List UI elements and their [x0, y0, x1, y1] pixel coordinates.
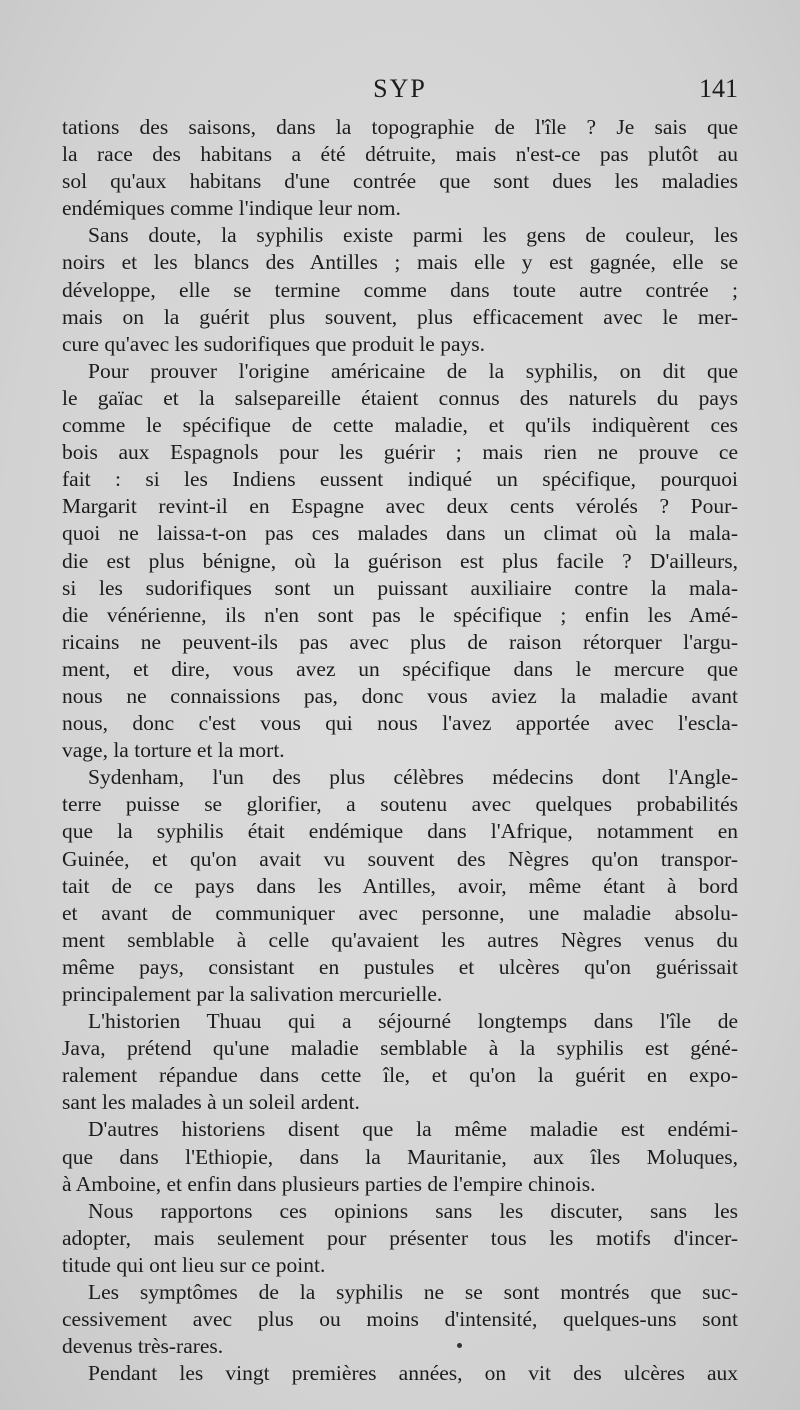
text-line: nous ne connaissions pas, donc vous aviez la maladie avant — [62, 683, 738, 708]
text-line: la race des habitans a été détruite, mais n'est-ce pas plutôt au — [62, 142, 738, 167]
text-line: Sydenham, l'un des plus célèbres médecins dont l'Angle- — [88, 765, 738, 790]
text-line: Pour prouver l'origine américaine de la syphilis, on dit que — [88, 358, 738, 383]
text-line: si les sudorifiques sont un puissant auxiliaire contre la mala- — [62, 575, 738, 600]
text-line: et avant de communiquer avec personne, une maladie absolu- — [62, 900, 738, 925]
text-line: endémiques comme l'indique leur nom. — [62, 196, 401, 221]
text-line: Les symptômes de la syphilis ne se sont montrés que suc- — [88, 1280, 738, 1305]
text-line: bois aux Espagnols pour les guérir ; mais rien ne prouve ce — [62, 440, 738, 465]
text-line: tait de ce pays dans les Antilles, avoir, même étant à bord — [62, 873, 738, 898]
running-head: SYP — [373, 74, 427, 103]
text-line: fait : si les Indiens eussent indiqué un spécifique, pourquoi — [62, 467, 738, 492]
text-line: ricains ne peuvent-ils pas avec plus de raison rétorquer l'argu- — [62, 629, 738, 654]
page-number: 141 — [699, 74, 738, 103]
text-line: Pendant les vingt premières années, on vit des ulcères aux — [88, 1361, 738, 1386]
text-line: que dans l'Ethiopie, dans la Mauritanie, aux îles Moluques, — [62, 1144, 738, 1169]
text-line: Java, prétend qu'une maladie semblable à la syphilis est géné- — [62, 1036, 738, 1061]
text-line: même pays, consistant en pustules et ulcères qu'on guérissait — [62, 954, 738, 979]
text-line: noirs et les blancs des Antilles ; mais elle y est gagnée, elle se — [62, 250, 738, 275]
text-line: tations des saisons, dans la topographie de l'île ? Je sais que — [62, 115, 738, 139]
text-line: vage, la torture et la mort. — [62, 738, 285, 763]
ink-speck — [457, 1343, 462, 1348]
text-line: die est plus bénigne, où la guérison est plus facile ? D'ailleurs, — [62, 548, 738, 573]
text-line: Sans doute, la syphilis existe parmi les gens de couleur, les — [88, 223, 738, 248]
text-line: Nous rapportons ces opinions sans les discuter, sans les — [88, 1198, 738, 1223]
text-line: principalement par la salivation mercurielle. — [62, 982, 443, 1006]
text-line: devenus très-rares. — [62, 1334, 224, 1359]
text-line: le gaïac et la salsepareille étaient connus des naturels du pays — [62, 385, 738, 410]
text-line: mais on la guérit plus souvent, plus efficacement avec le mer- — [62, 304, 738, 329]
text-line: ment semblable à celle qu'avaient les autres Nègres venus du — [62, 927, 738, 952]
body-text — [62, 114, 738, 1387]
text-line: adopter, mais seulement pour présenter tous les motifs d'incer- — [62, 1225, 738, 1250]
text-line: sant les malades à un soleil ardent. — [62, 1090, 360, 1115]
text-line: nous, donc c'est vous qui nous l'avez apportée avec l'escla- — [62, 711, 738, 736]
text-line: terre puisse se glorifier, a soutenu avec quelques probabilités — [62, 792, 738, 817]
text-line: développe, elle se termine comme dans toute autre contrée ; — [62, 277, 738, 302]
text-line: cure qu'avec les sudorifiques que produit le pays. — [62, 331, 485, 356]
text-line: ment, et dire, vous avez un spécifique dans le mercure que — [62, 656, 738, 681]
text-line: cessivement avec plus ou moins d'intensité, quelques-uns sont — [62, 1307, 738, 1332]
text-line: à Amboine, et enfin dans plusieurs parties de l'empire chinois. — [62, 1171, 596, 1196]
text-line: Guinée, et qu'on avait vu souvent des Nègres qu'on transpor- — [62, 846, 738, 871]
text-line: die vénérienne, ils n'en sont pas le spécifique ; enfin les Amé- — [62, 602, 738, 627]
text-line: que la syphilis était endémique dans l'Afrique, notamment en — [62, 819, 738, 844]
text-line: Margarit revint-il en Espagne avec deux cents vérolés ? Pour- — [62, 494, 738, 519]
text-line: D'autres historiens disent que la même maladie est endémi- — [88, 1117, 738, 1142]
text-line: titude qui ont lieu sur ce point. — [62, 1252, 326, 1277]
text-line: sol qu'aux habitans d'une contrée que sont dues les maladies — [62, 169, 738, 194]
page-header — [62, 74, 738, 110]
text-line: ralement répandue dans cette île, et qu'on la guérit en expo- — [62, 1063, 738, 1088]
text-line: comme le spécifique de cette maladie, et qu'ils indiquèrent ces — [62, 413, 738, 438]
text-line: quoi ne laissa-t-on pas ces malades dans un climat où la mala- — [62, 521, 738, 546]
text-line: L'historien Thuau qui a séjourné longtemps dans l'île de — [88, 1009, 738, 1034]
